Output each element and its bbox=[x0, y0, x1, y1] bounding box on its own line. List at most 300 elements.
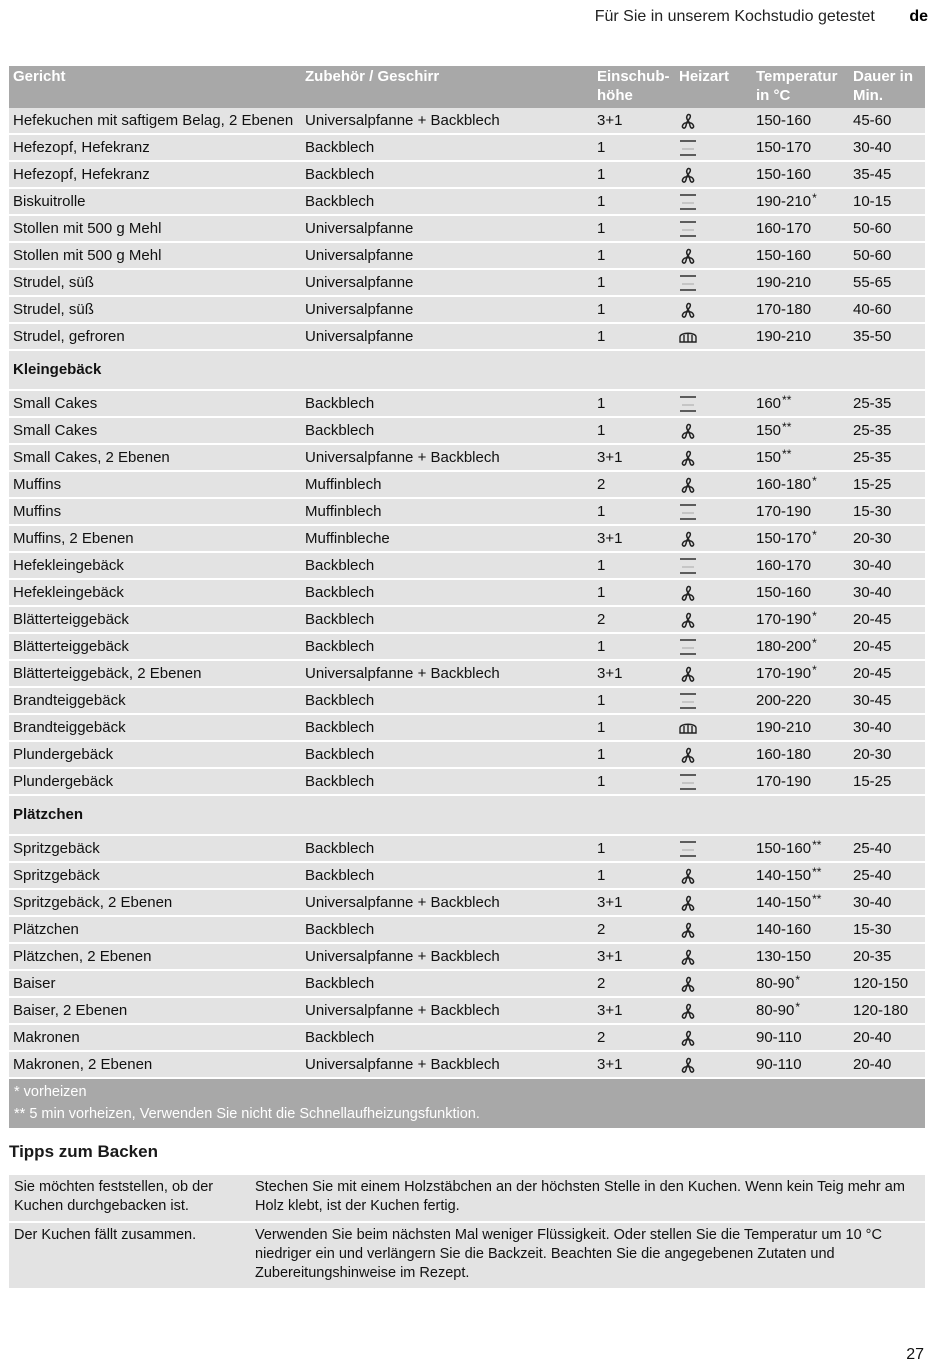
level-cell: 1 bbox=[593, 714, 675, 741]
section-row bbox=[9, 350, 925, 390]
level-cell: 1 bbox=[593, 390, 675, 417]
duration-cell: 50-60 bbox=[849, 242, 925, 269]
temperature-footnote-mark: * bbox=[812, 663, 817, 677]
duration-cell: 55-65 bbox=[849, 269, 925, 296]
heating-cell bbox=[675, 215, 752, 242]
heating-cell bbox=[675, 323, 752, 350]
temperature-footnote-mark: * bbox=[812, 609, 817, 623]
table-row bbox=[9, 606, 925, 633]
tip-question: Der Kuchen fällt zusammen. bbox=[9, 1222, 250, 1289]
accessory-cell: Backblech bbox=[301, 579, 593, 606]
top-bottom-heating-icon bbox=[677, 137, 699, 159]
temperature-value: 150-170 bbox=[756, 530, 812, 547]
heating-cell bbox=[675, 835, 752, 862]
dish-cell: Spritzgebäck, 2 Ebenen bbox=[9, 889, 301, 916]
level-cell: 1 bbox=[593, 296, 675, 323]
temperature-value: 150-170 bbox=[756, 139, 812, 156]
section-label: Kleingebäck bbox=[9, 350, 925, 390]
heating-cell bbox=[675, 417, 752, 444]
temperature-cell bbox=[752, 161, 849, 188]
table-row bbox=[9, 835, 925, 862]
accessory-cell: Backblech bbox=[301, 835, 593, 862]
temperature-footnote-mark: * bbox=[812, 191, 817, 205]
level-cell: 3+1 bbox=[593, 1051, 675, 1078]
table-row bbox=[9, 188, 925, 215]
temperature-cell bbox=[752, 242, 849, 269]
table-row bbox=[9, 525, 925, 552]
dish-cell: Plundergebäck bbox=[9, 768, 301, 795]
temperature-cell bbox=[752, 862, 849, 889]
table-row bbox=[9, 161, 925, 188]
duration-cell: 30-45 bbox=[849, 687, 925, 714]
col-header-dish: Gericht bbox=[9, 66, 301, 108]
duration-cell: 30-40 bbox=[849, 552, 925, 579]
duration-cell: 20-45 bbox=[849, 606, 925, 633]
temperature-footnote-mark: * bbox=[812, 636, 817, 650]
temperature-cell bbox=[752, 943, 849, 970]
top-bottom-heating-icon bbox=[677, 501, 699, 523]
duration-cell: 10-15 bbox=[849, 188, 925, 215]
level-cell: 1 bbox=[593, 134, 675, 161]
fan-heating-icon bbox=[677, 744, 699, 766]
accessory-cell: Backblech bbox=[301, 714, 593, 741]
table-row bbox=[9, 862, 925, 889]
tips-table bbox=[9, 1175, 925, 1290]
temperature-footnote-mark: ** bbox=[812, 865, 822, 879]
temperature-value: 170-190 bbox=[756, 773, 812, 790]
fan-heating-icon bbox=[677, 110, 699, 132]
duration-cell: 20-40 bbox=[849, 1051, 925, 1078]
col-header-level: Einschub- höhe bbox=[593, 66, 675, 108]
table-row bbox=[9, 108, 925, 134]
level-cell: 2 bbox=[593, 970, 675, 997]
table-row bbox=[9, 916, 925, 943]
duration-cell: 30-40 bbox=[849, 579, 925, 606]
fan-heating-icon bbox=[677, 946, 699, 968]
table-row bbox=[9, 269, 925, 296]
temperature-cell bbox=[752, 714, 849, 741]
table-row bbox=[9, 889, 925, 916]
fan-heating-icon bbox=[677, 663, 699, 685]
level-cell: 3+1 bbox=[593, 444, 675, 471]
heating-cell bbox=[675, 606, 752, 633]
heating-cell bbox=[675, 1051, 752, 1078]
fan-heating-icon bbox=[677, 609, 699, 631]
top-bottom-heating-icon bbox=[677, 838, 699, 860]
temperature-cell bbox=[752, 768, 849, 795]
temperature-value: 160-170 bbox=[756, 557, 812, 574]
duration-cell: 50-60 bbox=[849, 215, 925, 242]
duration-cell: 25-40 bbox=[849, 835, 925, 862]
temperature-cell bbox=[752, 633, 849, 660]
top-bottom-heating-icon bbox=[677, 555, 699, 577]
accessory-cell: Backblech bbox=[301, 633, 593, 660]
fan-heating-icon bbox=[677, 420, 699, 442]
section-label: Plätzchen bbox=[9, 795, 925, 835]
temperature-value: 170-190 bbox=[756, 611, 812, 628]
table-row bbox=[9, 444, 925, 471]
footnotes bbox=[9, 1079, 925, 1128]
duration-cell: 20-40 bbox=[849, 1024, 925, 1051]
temperature-value: 150-160 bbox=[756, 112, 812, 129]
dish-cell: Hefezopf, Hefekranz bbox=[9, 161, 301, 188]
accessory-cell: Muffinblech bbox=[301, 498, 593, 525]
table-row bbox=[9, 417, 925, 444]
heating-cell bbox=[675, 188, 752, 215]
temperature-value: 140-150 bbox=[756, 867, 812, 884]
level-cell: 1 bbox=[593, 741, 675, 768]
table-row bbox=[9, 997, 925, 1024]
top-bottom-heating-icon bbox=[677, 771, 699, 793]
accessory-cell: Muffinbleche bbox=[301, 525, 593, 552]
accessory-cell: Universalpfanne bbox=[301, 242, 593, 269]
duration-cell: 15-25 bbox=[849, 768, 925, 795]
duration-cell: 120-150 bbox=[849, 970, 925, 997]
duration-cell: 30-40 bbox=[849, 714, 925, 741]
heating-cell bbox=[675, 579, 752, 606]
table-row bbox=[9, 1024, 925, 1051]
temperature-cell bbox=[752, 1024, 849, 1051]
col-header-accessory: Zubehör / Geschirr bbox=[301, 66, 593, 108]
baking-table bbox=[9, 66, 925, 1079]
table-header-row bbox=[9, 66, 925, 108]
table-row bbox=[9, 134, 925, 161]
level-cell: 1 bbox=[593, 161, 675, 188]
dish-cell: Plundergebäck bbox=[9, 741, 301, 768]
level-cell: 1 bbox=[593, 188, 675, 215]
tips-row bbox=[9, 1175, 925, 1222]
accessory-cell: Universalpfanne + Backblech bbox=[301, 997, 593, 1024]
level-cell: 1 bbox=[593, 323, 675, 350]
temperature-cell bbox=[752, 134, 849, 161]
heating-cell bbox=[675, 862, 752, 889]
level-cell: 1 bbox=[593, 215, 675, 242]
accessory-cell: Muffinblech bbox=[301, 471, 593, 498]
dish-cell: Brandteiggebäck bbox=[9, 687, 301, 714]
accessory-cell: Backblech bbox=[301, 390, 593, 417]
table-row bbox=[9, 687, 925, 714]
table-row bbox=[9, 1051, 925, 1078]
temperature-cell bbox=[752, 215, 849, 242]
temperature-footnote-mark: * bbox=[812, 528, 817, 542]
bread-baking-icon bbox=[677, 717, 699, 739]
heating-cell bbox=[675, 269, 752, 296]
accessory-cell: Backblech bbox=[301, 916, 593, 943]
temperature-cell bbox=[752, 525, 849, 552]
temperature-value: 130-150 bbox=[756, 948, 812, 965]
section-row bbox=[9, 795, 925, 835]
table-row bbox=[9, 471, 925, 498]
fan-heating-icon bbox=[677, 919, 699, 941]
duration-cell: 25-35 bbox=[849, 417, 925, 444]
dish-cell: Strudel, süß bbox=[9, 296, 301, 323]
temperature-value: 190-210 bbox=[756, 719, 812, 736]
duration-cell: 35-50 bbox=[849, 323, 925, 350]
accessory-cell: Backblech bbox=[301, 862, 593, 889]
tips-row bbox=[9, 1222, 925, 1289]
temperature-cell bbox=[752, 390, 849, 417]
top-bottom-heating-icon bbox=[677, 218, 699, 240]
tips-title: Tipps zum Backen bbox=[9, 1142, 158, 1161]
heating-cell bbox=[675, 108, 752, 134]
heating-cell bbox=[675, 943, 752, 970]
accessory-cell: Backblech bbox=[301, 606, 593, 633]
dish-cell: Stollen mit 500 g Mehl bbox=[9, 215, 301, 242]
accessory-cell: Backblech bbox=[301, 188, 593, 215]
duration-cell: 45-60 bbox=[849, 108, 925, 134]
temperature-cell bbox=[752, 471, 849, 498]
temperature-footnote-mark: ** bbox=[812, 838, 822, 852]
top-bottom-heating-icon bbox=[677, 272, 699, 294]
heating-cell bbox=[675, 687, 752, 714]
level-cell: 1 bbox=[593, 687, 675, 714]
top-bottom-heating-icon bbox=[677, 690, 699, 712]
duration-cell: 20-30 bbox=[849, 525, 925, 552]
heating-cell bbox=[675, 741, 752, 768]
accessory-cell: Universalpfanne bbox=[301, 215, 593, 242]
accessory-cell: Universalpfanne + Backblech bbox=[301, 1051, 593, 1078]
heating-cell bbox=[675, 997, 752, 1024]
top-bottom-heating-icon bbox=[677, 636, 699, 658]
temperature-footnote-mark: ** bbox=[782, 447, 792, 461]
temperature-value: 80-90 bbox=[756, 975, 795, 992]
level-cell: 1 bbox=[593, 862, 675, 889]
dish-cell: Blätterteiggebäck bbox=[9, 606, 301, 633]
dish-cell: Plätzchen bbox=[9, 916, 301, 943]
dish-cell: Blätterteiggebäck, 2 Ebenen bbox=[9, 660, 301, 687]
fan-heating-icon bbox=[677, 164, 699, 186]
heating-cell bbox=[675, 296, 752, 323]
accessory-cell: Backblech bbox=[301, 768, 593, 795]
dish-cell: Makronen bbox=[9, 1024, 301, 1051]
dish-cell: Spritzgebäck bbox=[9, 862, 301, 889]
footnote-2: ** 5 min vorheizen, Verwenden Sie nicht die Schnellaufheizungsfunktion. bbox=[14, 1106, 480, 1122]
temperature-cell bbox=[752, 296, 849, 323]
temperature-value: 160-180 bbox=[756, 476, 812, 493]
temperature-value: 90-110 bbox=[756, 1056, 802, 1073]
accessory-cell: Universalpfanne + Backblech bbox=[301, 660, 593, 687]
language-code: de bbox=[909, 8, 928, 25]
dish-cell: Muffins, 2 Ebenen bbox=[9, 525, 301, 552]
level-cell: 1 bbox=[593, 579, 675, 606]
header-title: Für Sie in unserem Kochstudio getestet bbox=[594, 8, 875, 25]
heating-cell bbox=[675, 660, 752, 687]
dish-cell: Small Cakes, 2 Ebenen bbox=[9, 444, 301, 471]
temperature-cell bbox=[752, 741, 849, 768]
top-bottom-heating-icon bbox=[677, 191, 699, 213]
duration-cell: 15-25 bbox=[849, 471, 925, 498]
table-row bbox=[9, 498, 925, 525]
heating-cell bbox=[675, 242, 752, 269]
dish-cell: Baiser, 2 Ebenen bbox=[9, 997, 301, 1024]
temperature-value: 80-90 bbox=[756, 1002, 795, 1019]
temperature-value: 160-170 bbox=[756, 220, 812, 237]
temperature-cell bbox=[752, 835, 849, 862]
temperature-cell bbox=[752, 269, 849, 296]
temperature-footnote-mark: ** bbox=[812, 892, 822, 906]
temperature-cell bbox=[752, 188, 849, 215]
fan-heating-icon bbox=[677, 892, 699, 914]
temperature-footnote-mark: * bbox=[795, 1000, 801, 1014]
dish-cell: Plätzchen, 2 Ebenen bbox=[9, 943, 301, 970]
duration-cell: 15-30 bbox=[849, 498, 925, 525]
temperature-value: 190-210 bbox=[756, 274, 812, 291]
tip-answer: Verwenden Sie beim nächsten Mal weniger Flüssigkeit. Oder stellen Sie die Temperatur um 10 °C niedriger ein und verlängern Sie die Backzeit. Beachten Sie die angegebenen Zutaten und Zubereitungshinweise im Rezept. bbox=[250, 1222, 925, 1289]
duration-cell: 40-60 bbox=[849, 296, 925, 323]
tip-question: Sie möchten feststellen, ob der Kuchen durchgebacken ist. bbox=[9, 1175, 250, 1222]
temperature-value: 200-220 bbox=[756, 692, 812, 709]
dish-cell: Biskuitrolle bbox=[9, 188, 301, 215]
level-cell: 1 bbox=[593, 417, 675, 444]
page-number: 27 bbox=[906, 1346, 924, 1363]
temperature-value: 140-150 bbox=[756, 894, 812, 911]
table-row bbox=[9, 633, 925, 660]
temperature-value: 190-210 bbox=[756, 328, 812, 345]
level-cell: 1 bbox=[593, 768, 675, 795]
heating-cell bbox=[675, 916, 752, 943]
dish-cell: Strudel, gefroren bbox=[9, 323, 301, 350]
accessory-cell: Universalpfanne + Backblech bbox=[301, 444, 593, 471]
fan-heating-icon bbox=[677, 528, 699, 550]
temperature-value: 150-160 bbox=[756, 166, 812, 183]
temperature-value: 170-190 bbox=[756, 503, 812, 520]
heating-cell bbox=[675, 1024, 752, 1051]
level-cell: 1 bbox=[593, 269, 675, 296]
table-row bbox=[9, 296, 925, 323]
level-cell: 1 bbox=[593, 498, 675, 525]
temperature-value: 190-210 bbox=[756, 193, 812, 210]
duration-cell: 15-30 bbox=[849, 916, 925, 943]
dish-cell: Blätterteiggebäck bbox=[9, 633, 301, 660]
accessory-cell: Backblech bbox=[301, 970, 593, 997]
temperature-value: 150 bbox=[756, 449, 782, 466]
duration-cell: 30-40 bbox=[849, 134, 925, 161]
table-row bbox=[9, 660, 925, 687]
table-row bbox=[9, 215, 925, 242]
table-row bbox=[9, 552, 925, 579]
temperature-cell bbox=[752, 323, 849, 350]
accessory-cell: Backblech bbox=[301, 741, 593, 768]
accessory-cell: Universalpfanne + Backblech bbox=[301, 889, 593, 916]
heating-cell bbox=[675, 633, 752, 660]
duration-cell: 25-35 bbox=[849, 444, 925, 471]
table-row bbox=[9, 943, 925, 970]
table-row bbox=[9, 390, 925, 417]
duration-cell: 20-45 bbox=[849, 660, 925, 687]
fan-heating-icon bbox=[677, 1054, 699, 1076]
duration-cell: 25-35 bbox=[849, 390, 925, 417]
accessory-cell: Backblech bbox=[301, 161, 593, 188]
heating-cell bbox=[675, 444, 752, 471]
duration-cell: 25-40 bbox=[849, 862, 925, 889]
bread-baking-icon bbox=[677, 326, 699, 348]
dish-cell: Spritzgebäck bbox=[9, 835, 301, 862]
heating-cell bbox=[675, 889, 752, 916]
level-cell: 2 bbox=[593, 1024, 675, 1051]
temperature-cell bbox=[752, 997, 849, 1024]
heating-cell bbox=[675, 714, 752, 741]
accessory-cell: Backblech bbox=[301, 552, 593, 579]
level-cell: 1 bbox=[593, 835, 675, 862]
level-cell: 3+1 bbox=[593, 943, 675, 970]
table-row bbox=[9, 323, 925, 350]
temperature-value: 150-160 bbox=[756, 247, 812, 264]
heating-cell bbox=[675, 970, 752, 997]
temperature-cell bbox=[752, 660, 849, 687]
heating-cell bbox=[675, 471, 752, 498]
temperature-value: 160-180 bbox=[756, 746, 812, 763]
dish-cell: Strudel, süß bbox=[9, 269, 301, 296]
dish-cell: Stollen mit 500 g Mehl bbox=[9, 242, 301, 269]
level-cell: 3+1 bbox=[593, 660, 675, 687]
dish-cell: Muffins bbox=[9, 498, 301, 525]
fan-heating-icon bbox=[677, 865, 699, 887]
fan-heating-icon bbox=[677, 245, 699, 267]
heating-cell bbox=[675, 390, 752, 417]
dish-cell: Hefezopf, Hefekranz bbox=[9, 134, 301, 161]
level-cell: 2 bbox=[593, 606, 675, 633]
fan-heating-icon bbox=[677, 1027, 699, 1049]
heating-cell bbox=[675, 552, 752, 579]
level-cell: 3+1 bbox=[593, 889, 675, 916]
heating-cell bbox=[675, 134, 752, 161]
table-row bbox=[9, 242, 925, 269]
temperature-value: 170-190 bbox=[756, 665, 812, 682]
heating-cell bbox=[675, 768, 752, 795]
temperature-cell bbox=[752, 1051, 849, 1078]
page-header bbox=[595, 8, 928, 26]
dish-cell: Baiser bbox=[9, 970, 301, 997]
temperature-value: 90-110 bbox=[756, 1029, 802, 1046]
heating-cell bbox=[675, 161, 752, 188]
duration-cell: 20-35 bbox=[849, 943, 925, 970]
temperature-footnote-mark: ** bbox=[782, 420, 792, 434]
temperature-cell bbox=[752, 417, 849, 444]
temperature-cell bbox=[752, 606, 849, 633]
dish-cell: Hefekleingebäck bbox=[9, 552, 301, 579]
level-cell: 3+1 bbox=[593, 997, 675, 1024]
col-header-duration: Dauer in Min. bbox=[849, 66, 925, 108]
temperature-cell bbox=[752, 970, 849, 997]
dish-cell: Brandteiggebäck bbox=[9, 714, 301, 741]
dish-cell: Makronen, 2 Ebenen bbox=[9, 1051, 301, 1078]
dish-cell: Small Cakes bbox=[9, 390, 301, 417]
dish-cell: Muffins bbox=[9, 471, 301, 498]
heating-cell bbox=[675, 498, 752, 525]
temperature-cell bbox=[752, 498, 849, 525]
duration-cell: 20-45 bbox=[849, 633, 925, 660]
fan-heating-icon bbox=[677, 299, 699, 321]
temperature-value: 150-160 bbox=[756, 840, 812, 857]
fan-heating-icon bbox=[677, 474, 699, 496]
footnote-1: * vorheizen bbox=[14, 1084, 87, 1100]
level-cell: 1 bbox=[593, 552, 675, 579]
heating-cell bbox=[675, 525, 752, 552]
fan-heating-icon bbox=[677, 973, 699, 995]
table-row bbox=[9, 579, 925, 606]
temperature-value: 150 bbox=[756, 422, 782, 439]
accessory-cell: Backblech bbox=[301, 1024, 593, 1051]
fan-heating-icon bbox=[677, 1000, 699, 1022]
accessory-cell: Universalpfanne + Backblech bbox=[301, 108, 593, 134]
temperature-cell bbox=[752, 687, 849, 714]
fan-heating-icon bbox=[677, 582, 699, 604]
temperature-cell bbox=[752, 108, 849, 134]
level-cell: 1 bbox=[593, 633, 675, 660]
level-cell: 1 bbox=[593, 242, 675, 269]
accessory-cell: Universalpfanne + Backblech bbox=[301, 943, 593, 970]
level-cell: 3+1 bbox=[593, 108, 675, 134]
